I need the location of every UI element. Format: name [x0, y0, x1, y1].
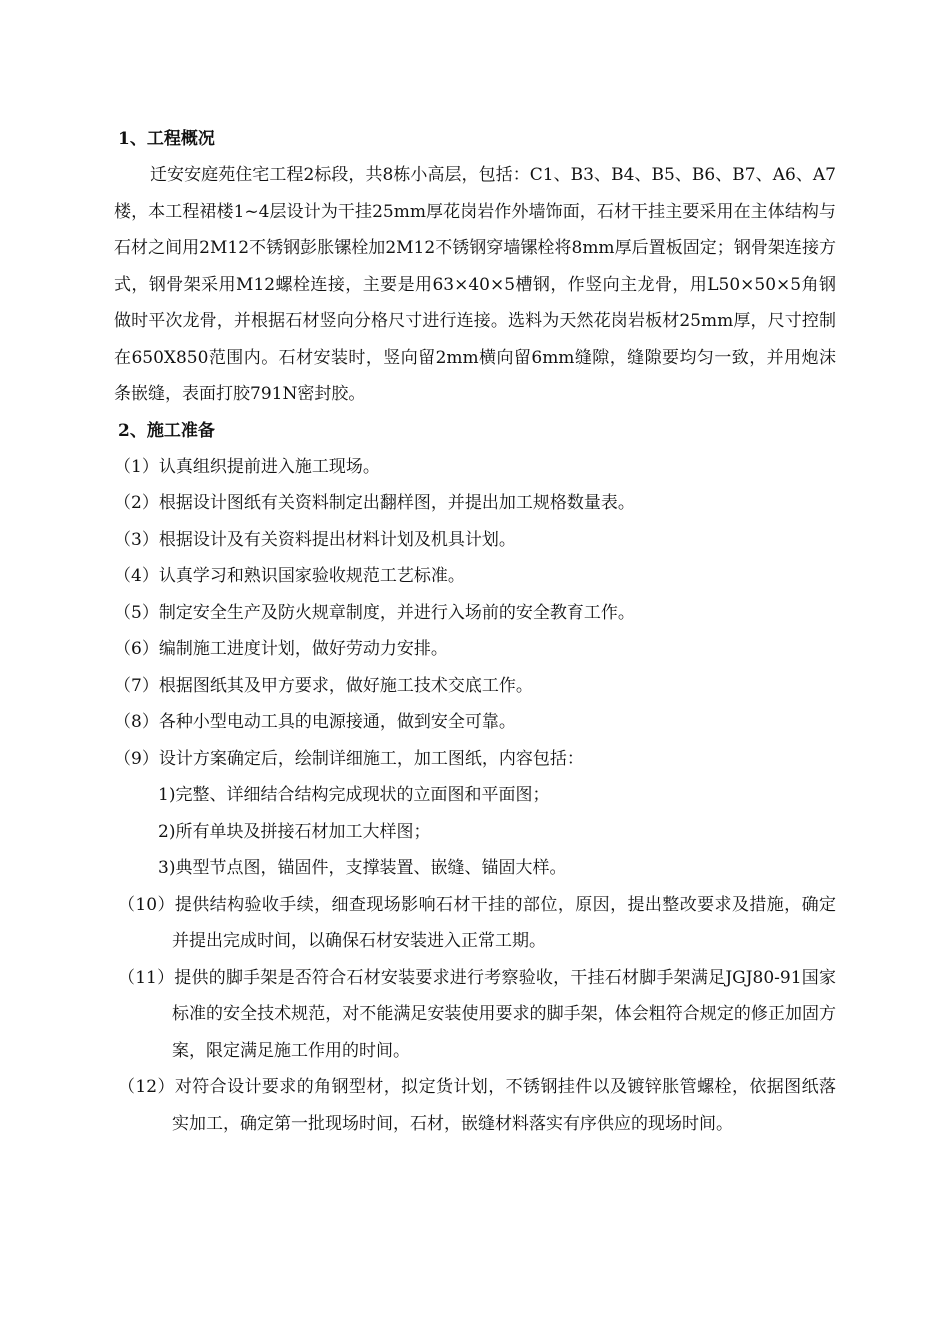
prep-subitem-1: 1)完整、详细结合结构完成现状的立面图和平面图； — [158, 785, 550, 805]
prep-item-9: （9）设计方案确定后，绘制详细施工，加工图纸，内容包括： — [114, 748, 584, 769]
prep-item-5: （5）制定安全生产及防火规章制度，并进行入场前的安全教育工作。 — [114, 602, 635, 623]
prep-subitem-3: 3)典型节点图，锚固件，支撑装置、嵌缝、锚固大样。 — [158, 858, 567, 878]
prep-item-6: （6）编制施工进度计划，做好劳动力安排。 — [114, 639, 448, 659]
document-body — [114, 121, 836, 1142]
prep-item-3: （3）根据设计及有关资料提出材料计划及机具计划。 — [114, 529, 516, 550]
prep-item-1: （1）认真组织提前进入施工现场。 — [114, 456, 380, 477]
prep-item-11: （11）提供的脚手架是否符合石材安装要求进行考察验收，干挂石材脚手架满足JGJ80-91国家标准的安全技术规范，对不能满足安装使用要求的脚手架，体会粗符合规定的修正加固方案，限定满足施工作用的时间。 — [118, 967, 836, 1061]
prep-subitem-2: 2)所有单块及拼接石材加工大样图； — [158, 821, 431, 842]
prep-item-12: （12）对符合设计要求的角钢型材，拟定货计划，不锈钢挂件以及镀锌胀管螺栓，依据图纸落实加工，确定第一批现场时间，石材，嵌缝材料落实有序供应的现场时间。 — [118, 1077, 836, 1134]
section-1-heading: 1、工程概况 — [118, 129, 215, 149]
section-2-heading: 2、施工准备 — [118, 420, 215, 441]
prep-item-4: （4）认真学习和熟识国家验收规范工艺标准。 — [114, 566, 465, 586]
prep-item-7: （7）根据图纸其及甲方要求，做好施工技术交底工作。 — [114, 675, 533, 696]
section-1-paragraph: 迁安安庭苑住宅工程2标段，共8栋小高层，包括：C1、B3、B4、B5、B6、B7、A6、A7楼，本工程裙楼1~4层设计为干挂25mm厚花岗岩作外墙饰面，石材干挂主要采用在主体结构与石材之间用2M12不锈钢彭胀镙栓加2M12不锈钢穿墙镙栓将8mm厚后置板固定；钢骨架连接方式，钢骨架采用M12螺栓连接，主要是用63×40×5槽钢，作竖向主龙骨，用L50×50×5角钢做时平次龙骨，并根据石材竖向分格尺寸进行连接。选料为天然花岗岩板材25mm厚，尺寸控制在650X850范围内。石材安装时，竖向留2mm横向留6mm缝隙，缝隙要均匀一致，并用炮沫条嵌缝，表面打胶791N密封胶。 — [114, 165, 836, 404]
prep-item-8: （8）各种小型电动工具的电源接通，做到安全可靠。 — [114, 712, 516, 732]
prep-item-2: （2）根据设计图纸有关资料制定出翻样图，并提出加工规格数量表。 — [114, 493, 635, 513]
prep-item-10: （10）提供结构验收手续，细查现场影响石材干挂的部位，原因，提出整改要求及措施，确定并提出完成时间，以确保石材安装进入正常工期。 — [118, 894, 836, 951]
